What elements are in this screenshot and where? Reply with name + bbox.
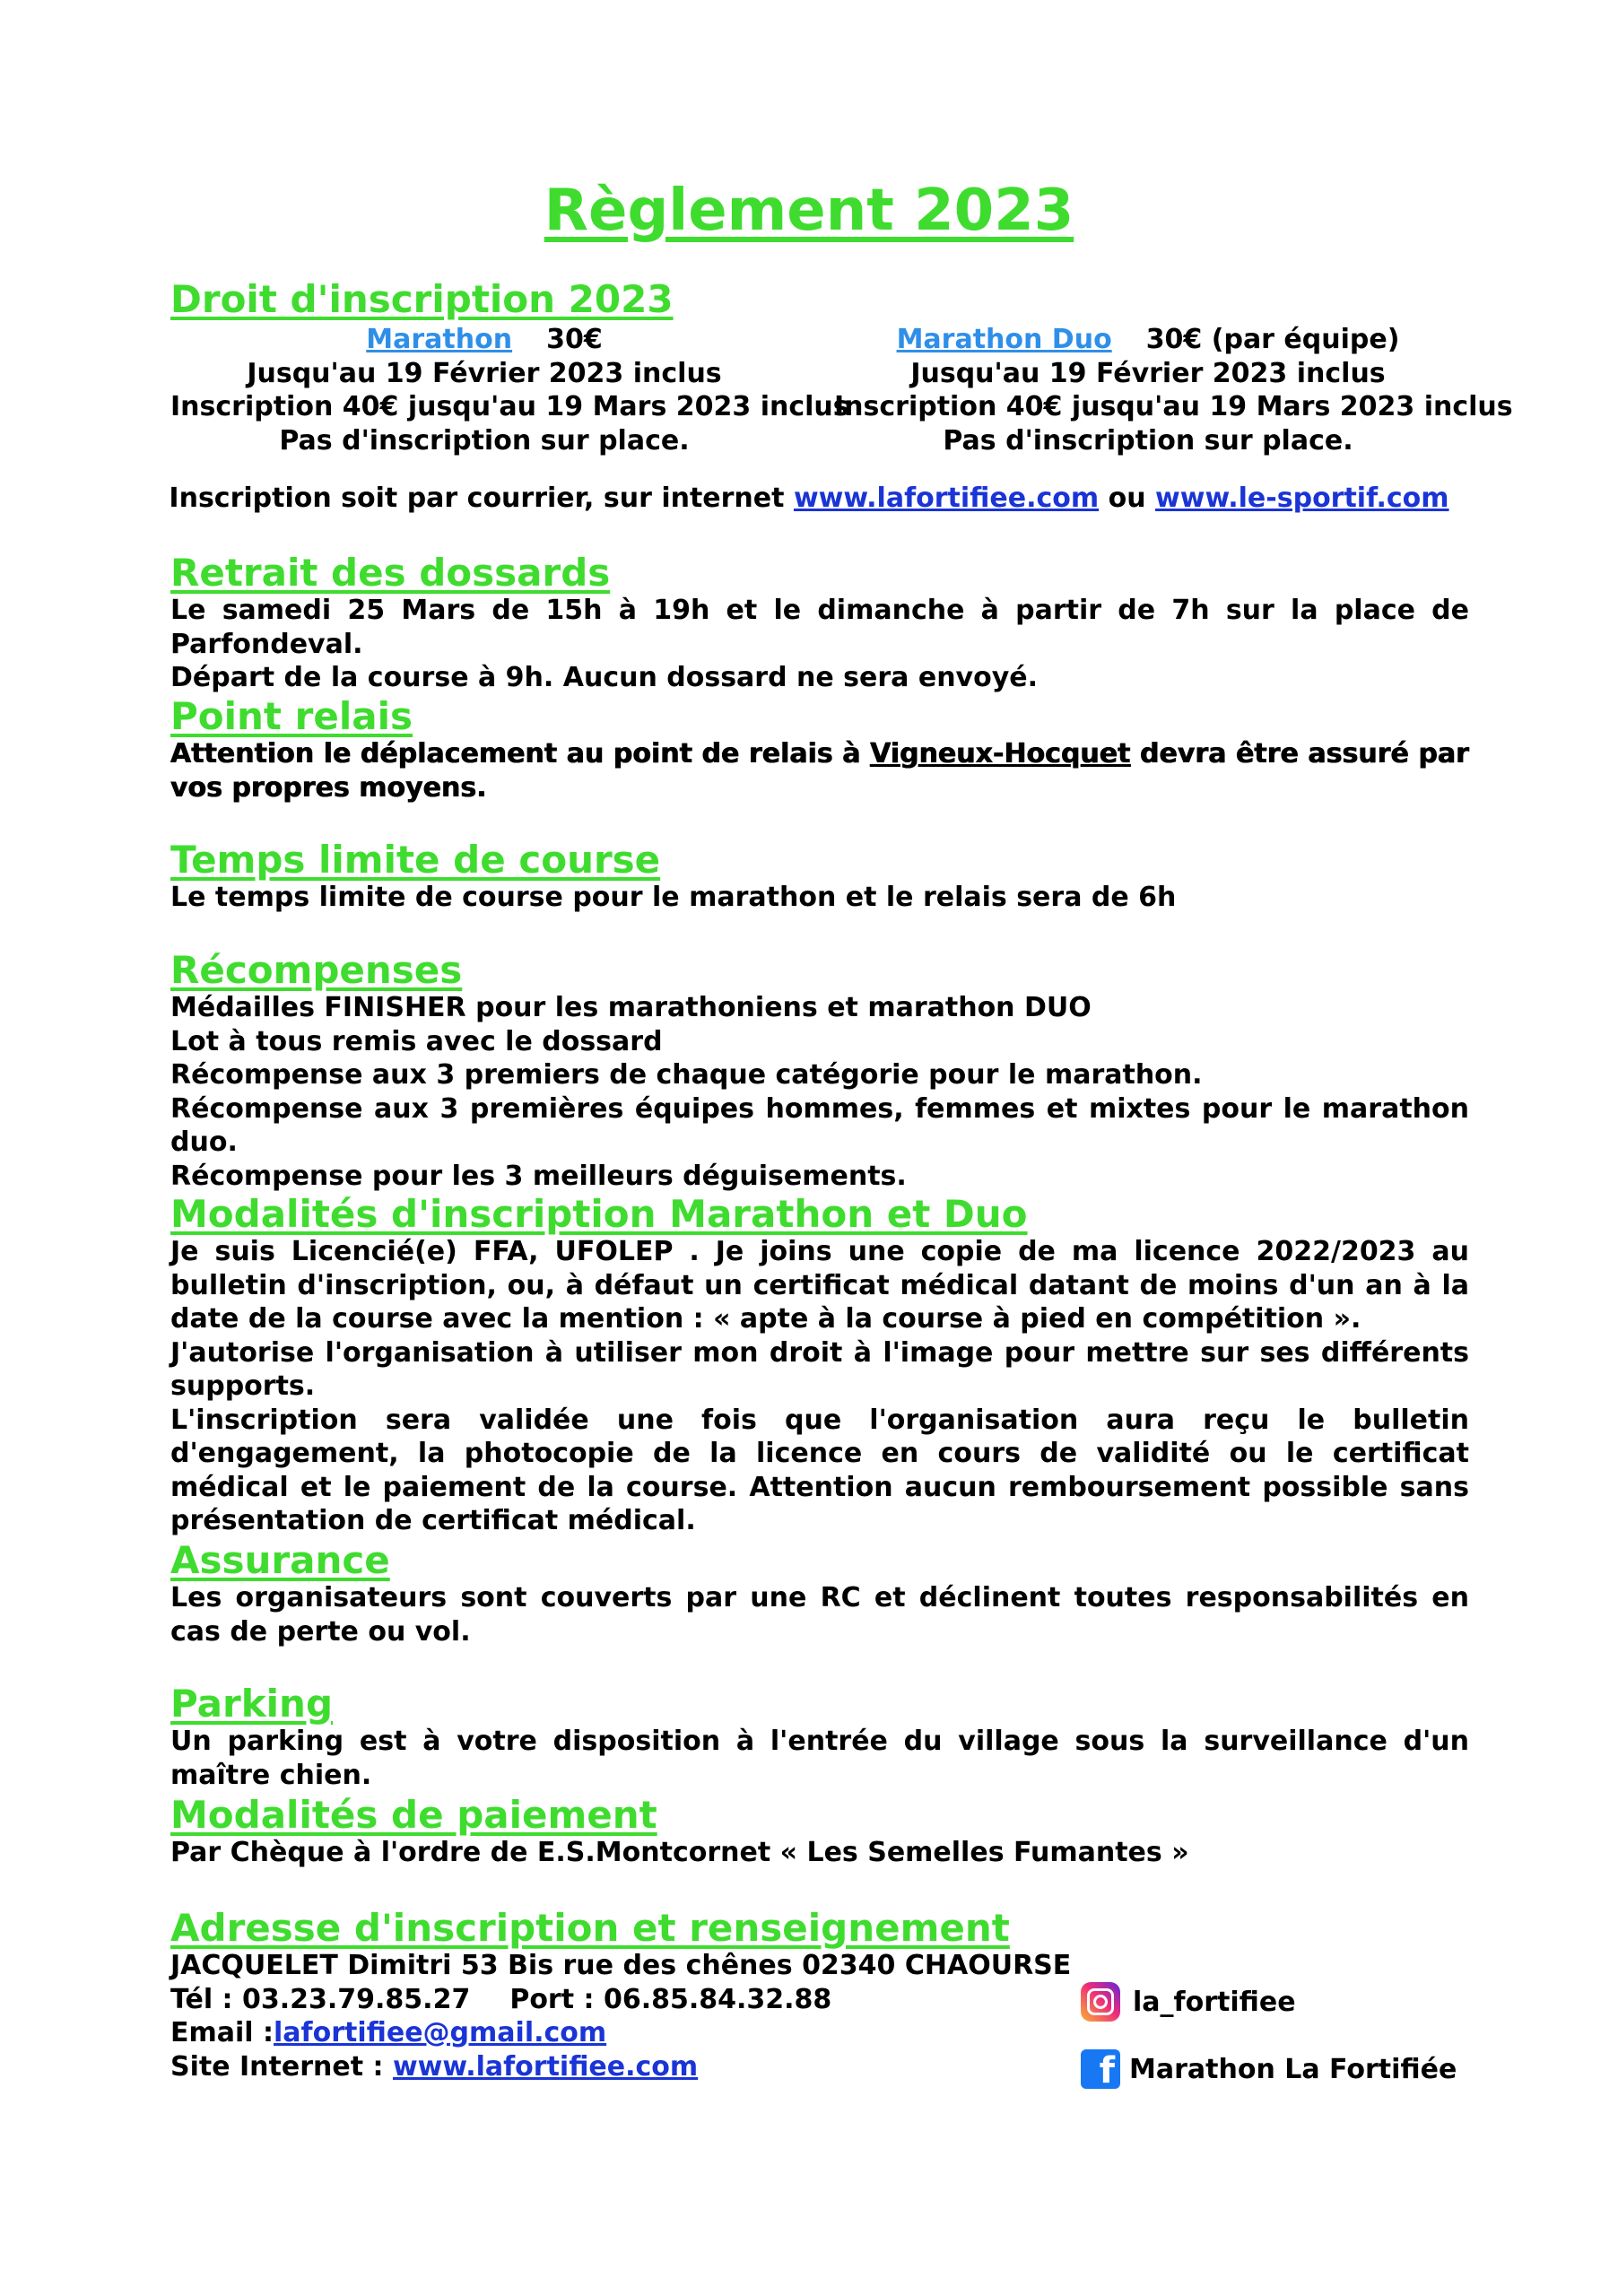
relais-text bbox=[170, 737, 1469, 804]
recompenses-list bbox=[170, 991, 1469, 1193]
section-title-temps: Temps limite de course bbox=[170, 838, 661, 882]
section-title-inscription: Droit d'inscription 2023 bbox=[170, 277, 674, 321]
facebook-icon: f bbox=[1081, 2049, 1120, 2089]
section-title-modalites: Modalités d'inscription Marathon et Duo bbox=[170, 1192, 1028, 1236]
section-title-adresse: Adresse d'inscription et renseignement bbox=[170, 1906, 1010, 1950]
modalites-paragraph: L'inscription sera validée une fois que l'organisation aura reçu le bulletin d'engagement, la photocopie de la licence en cours de validité ou le certificat médical et le paiement de la course. Attention aucun remboursement possible sans présentation de certificat médical. bbox=[170, 1404, 1469, 1536]
email-label: Email : bbox=[170, 2017, 274, 2048]
dossards-text bbox=[170, 594, 1469, 695]
relais-place: Vigneux-Hocquet bbox=[870, 738, 1131, 770]
parking-line: Un parking est à votre disposition à l'entrée du village sous la surveillance d'un maître chien. bbox=[170, 1726, 1469, 1791]
paiement-line: Par Chèque à l'ordre de E.S.Montcornet « Les Semelles Fumantes » bbox=[170, 1837, 1189, 1868]
marathon-price: 30€ bbox=[546, 324, 603, 355]
dossards-line: Départ de la course à 9h. Aucun dossard ne sera envoyé. bbox=[170, 662, 1039, 693]
parking-text bbox=[170, 1725, 1469, 1792]
assurance-text bbox=[170, 1581, 1469, 1648]
temps-text bbox=[170, 881, 1469, 915]
marathon-late-fee: Inscription 40€ jusqu'au 19 Mars 2023 inclus bbox=[170, 391, 849, 422]
le-sportif-link[interactable]: www.le-sportif.com bbox=[1155, 483, 1449, 514]
site-label: Site Internet : bbox=[170, 2050, 384, 2083]
paiement-text bbox=[170, 1836, 1469, 1870]
recompense-item: Récompense aux 3 premières équipes hommes, femmes et mixtes pour le marathon duo. bbox=[170, 1092, 1469, 1158]
contact-phone: Tél : 03.23.79.85.27 bbox=[170, 1983, 471, 2015]
instagram-icon bbox=[1081, 1982, 1120, 2022]
contact-block bbox=[170, 1949, 1071, 2083]
inscription-channels bbox=[0, 482, 1618, 516]
channels-text: Inscription soit par courrier, sur internet bbox=[169, 483, 785, 514]
duo-no-onsite: Pas d'inscription sur place. bbox=[943, 424, 1353, 457]
contact-address: JACQUELET Dimitri 53 Bis rue des chênes 02340 CHAOURSE bbox=[170, 1950, 1072, 1981]
assurance-line: Les organisateurs sont couverts par une RC et déclinent toutes responsabilités en cas de perte ou vol. bbox=[170, 1582, 1469, 1648]
marathon-link[interactable]: Marathon bbox=[366, 324, 513, 355]
instagram-row[interactable] bbox=[1081, 1982, 1296, 2022]
recompense-item: Récompense aux 3 premiers de chaque catégorie pour le marathon. bbox=[170, 1059, 1203, 1091]
facebook-page: Marathon La Fortifiée bbox=[1129, 2053, 1457, 2085]
temps-line: Le temps limite de course pour le marathon et le relais sera de 6h bbox=[170, 882, 1177, 913]
marathon-no-onsite: Pas d'inscription sur place. bbox=[279, 424, 690, 457]
section-title-dossards: Retrait des dossards bbox=[170, 551, 611, 595]
section-title-assurance: Assurance bbox=[170, 1538, 390, 1582]
duo-late-fee: Inscription 40€ jusqu'au 19 Mars 2023 inclus bbox=[834, 391, 1513, 422]
duo-pricing bbox=[834, 323, 1513, 457]
section-title-parking: Parking bbox=[170, 1682, 334, 1726]
or-text: ou bbox=[1108, 483, 1146, 514]
duo-deadline: Jusqu'au 19 Février 2023 inclus bbox=[910, 357, 1386, 389]
marathon-pricing bbox=[170, 323, 849, 457]
facebook-row[interactable] bbox=[1081, 2049, 1457, 2089]
instagram-handle: la_fortifiee bbox=[1133, 1986, 1296, 2018]
section-title-paiement: Modalités de paiement bbox=[170, 1793, 657, 1837]
lafortifiee-link[interactable]: www.lafortifiee.com bbox=[793, 483, 1100, 514]
section-title-relais: Point relais bbox=[170, 694, 413, 738]
site-link[interactable]: www.lafortifiee.com bbox=[392, 2050, 699, 2083]
contact-mobile: Port : 06.85.84.32.88 bbox=[509, 1983, 832, 2015]
modalites-paragraph: Je suis Licencié(e) FFA, UFOLEP . Je joins une copie de ma licence 2022/2023 au bulletin d'inscription, ou, à défaut un certificat médical datant de moins d'un an à la date de la course avec la mention : « apte à la course à pied en compétition ». bbox=[170, 1236, 1469, 1335]
section-title-recompenses: Récompenses bbox=[170, 948, 463, 992]
email-link[interactable]: lafortifiee@gmail.com bbox=[274, 2017, 607, 2048]
page-title: Règlement 2023 bbox=[544, 178, 1074, 244]
recompense-item: Récompense pour les 3 meilleurs déguisements. bbox=[170, 1160, 907, 1192]
duo-price: 30€ (par équipe) bbox=[1145, 324, 1400, 355]
marathon-duo-link[interactable]: Marathon Duo bbox=[896, 324, 1112, 355]
marathon-deadline: Jusqu'au 19 Février 2023 inclus bbox=[247, 357, 722, 389]
modalites-paragraph: J'autorise l'organisation à utiliser mon droit à l'image pour mettre sur ses différents supports. bbox=[170, 1336, 1469, 1402]
recompense-item: Lot à tous remis avec le dossard bbox=[170, 1025, 663, 1057]
relais-text-after: devra être assuré par vos propres moyens. bbox=[170, 738, 1469, 804]
modalites-text bbox=[170, 1235, 1469, 1538]
dossards-line: Le samedi 25 Mars de 15h à 19h et le dimanche à partir de 7h sur la place de Parfondeval. bbox=[170, 595, 1469, 660]
recompense-item: Médailles FINISHER pour les marathoniens et marathon DUO bbox=[170, 992, 1092, 1023]
relais-text-before: Attention le déplacement au point de relais à bbox=[170, 738, 861, 770]
